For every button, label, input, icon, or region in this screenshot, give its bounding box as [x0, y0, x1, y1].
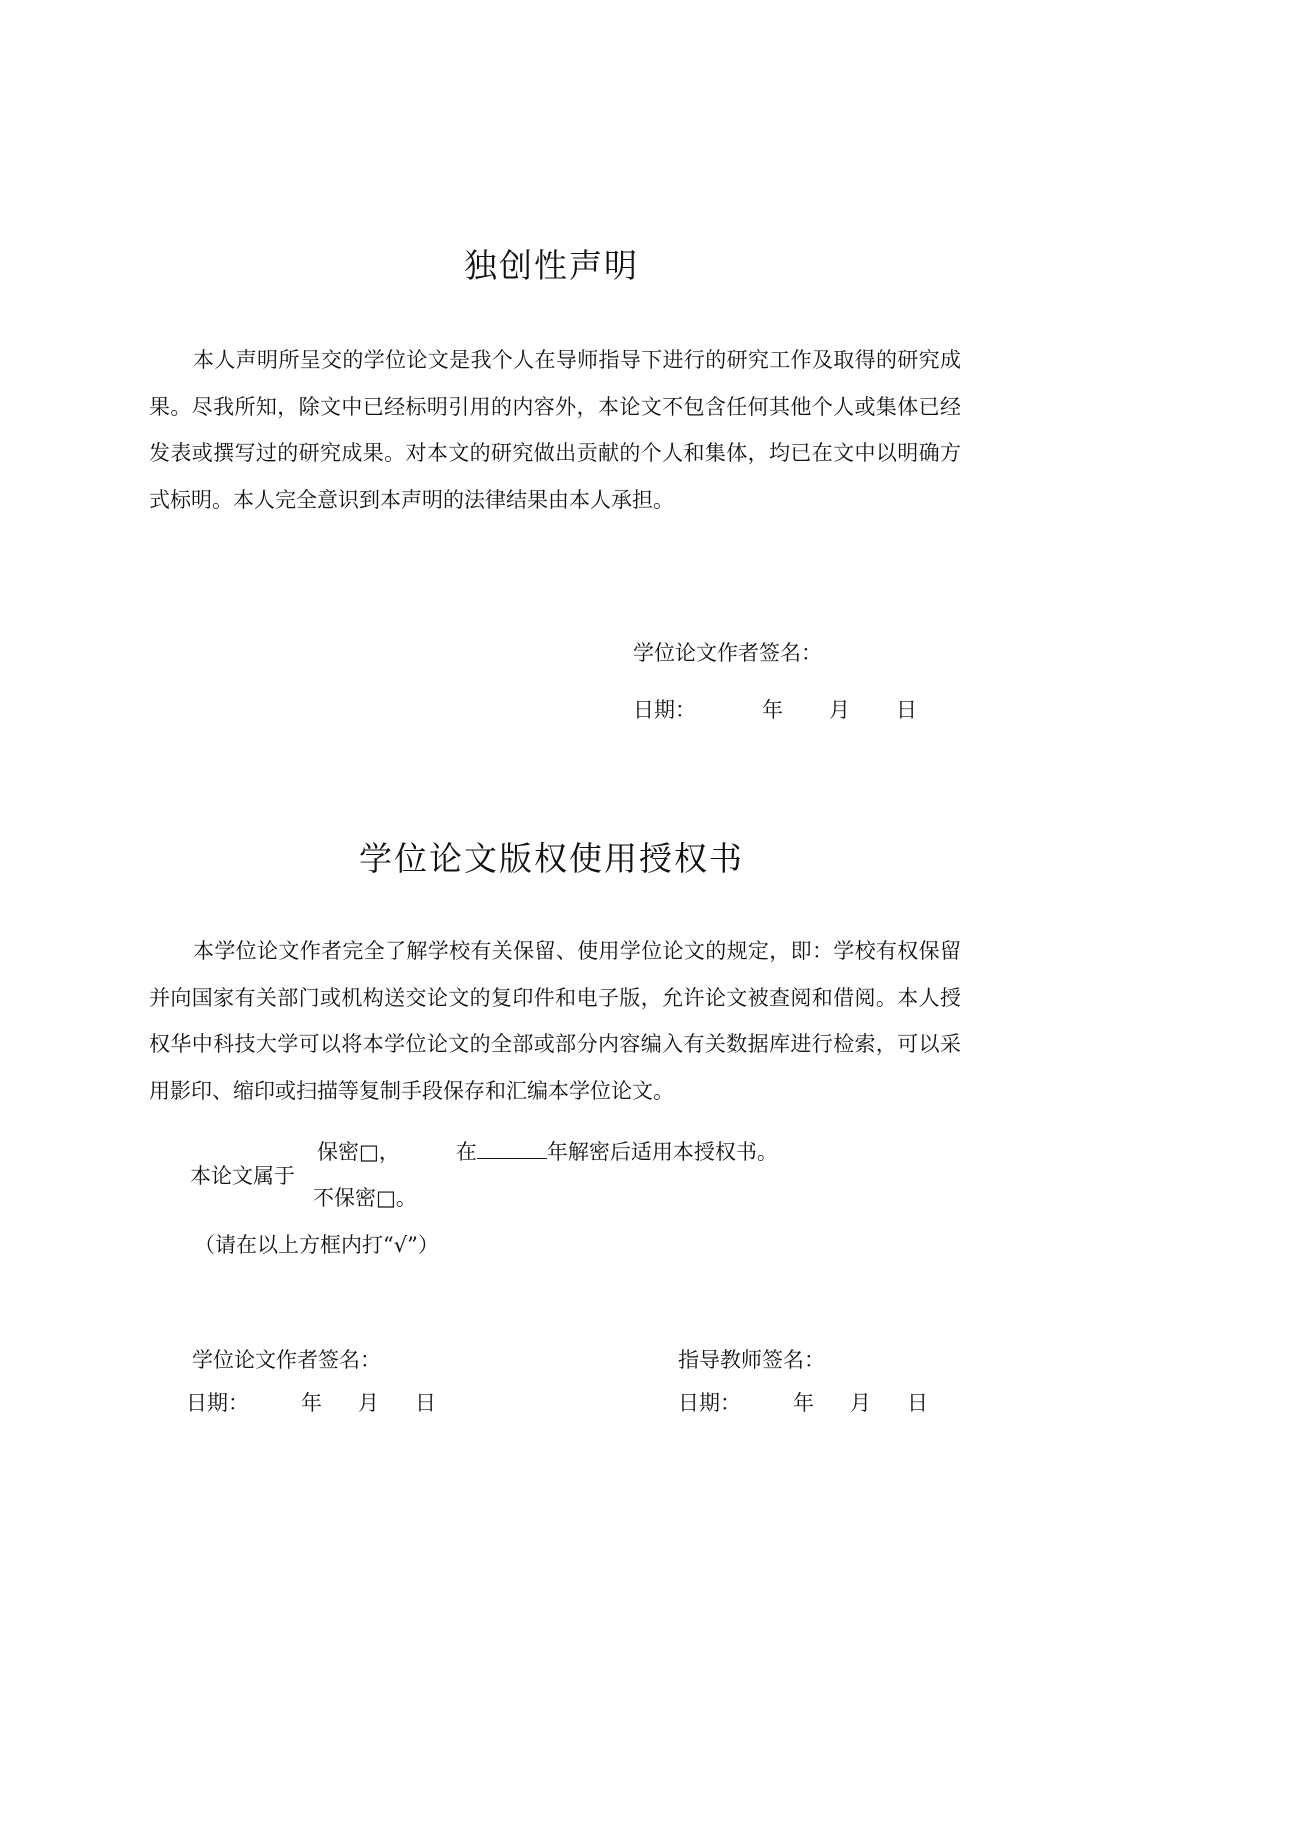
author-date-row	[186, 1387, 436, 1417]
declaration-year-label: 年	[762, 698, 783, 722]
belongs-label: 本论文属于	[190, 1164, 295, 1188]
years-blank	[477, 1138, 547, 1159]
advisor-month-label: 月	[850, 1391, 871, 1415]
advisor-day-label: 日	[907, 1391, 928, 1415]
author-date-label: 日期：	[186, 1391, 249, 1415]
declaration-body: 本人声明所呈交的学位论文是我个人在导师指导下进行的研究工作及取得的研究成果。尽我所知，除文中已经标明引用的内容外，本论文不包含任何其他个人或集体已经发表或撰写过的研究成果。对本文的研究做出贡献的个人和集体，均已在文中以明确方式标明。本人完全意识到本声明的法律结果由本人承担。	[149, 348, 961, 512]
author-signature-label: 学位论文作者签名：	[192, 1348, 381, 1372]
declaration-day-label: 日	[896, 698, 917, 722]
confidential-option: 保密□，	[317, 1140, 400, 1164]
declaration-date-row	[633, 694, 917, 724]
advisor-date-label: 日期：	[678, 1391, 741, 1415]
declaration-date-label: 日期：	[633, 698, 696, 722]
after-years-text: 年解密后适用本授权书。	[546, 1140, 778, 1164]
declaration-title: 独创性声明	[464, 246, 639, 285]
advisor-date-row	[678, 1387, 928, 1417]
author-month-label: 月	[358, 1391, 379, 1415]
author-day-label: 日	[415, 1391, 436, 1415]
not-confidential-option: 不保密□。	[313, 1186, 417, 1210]
declaration-month-label: 月	[829, 698, 850, 722]
authorization-body: 本学位论文作者完全了解学校有关保留、使用学位论文的规定，即：学校有权保留并向国家有关部门或机构送交论文的复印件和电子版，允许论文被查阅和借阅。本人授权华中科技大学可以将本学位论文的全部或部分内容编入有关数据库进行检索，可以采用影印、缩印或扫描等复制手段保存和汇编本学位论文。	[149, 939, 961, 1103]
author-year-label: 年	[301, 1391, 322, 1415]
declaration-signature-label: 学位论文作者签名：	[633, 641, 822, 665]
advisor-signature-label: 指导教师签名：	[678, 1348, 825, 1372]
authorization-title: 学位论文版权使用授权书	[359, 839, 744, 878]
confidential-row	[317, 1136, 778, 1166]
checkmark-instruction: （请在以上方框内打“√”）	[194, 1233, 439, 1257]
at-label: 在	[455, 1140, 477, 1164]
advisor-year-label: 年	[793, 1391, 814, 1415]
